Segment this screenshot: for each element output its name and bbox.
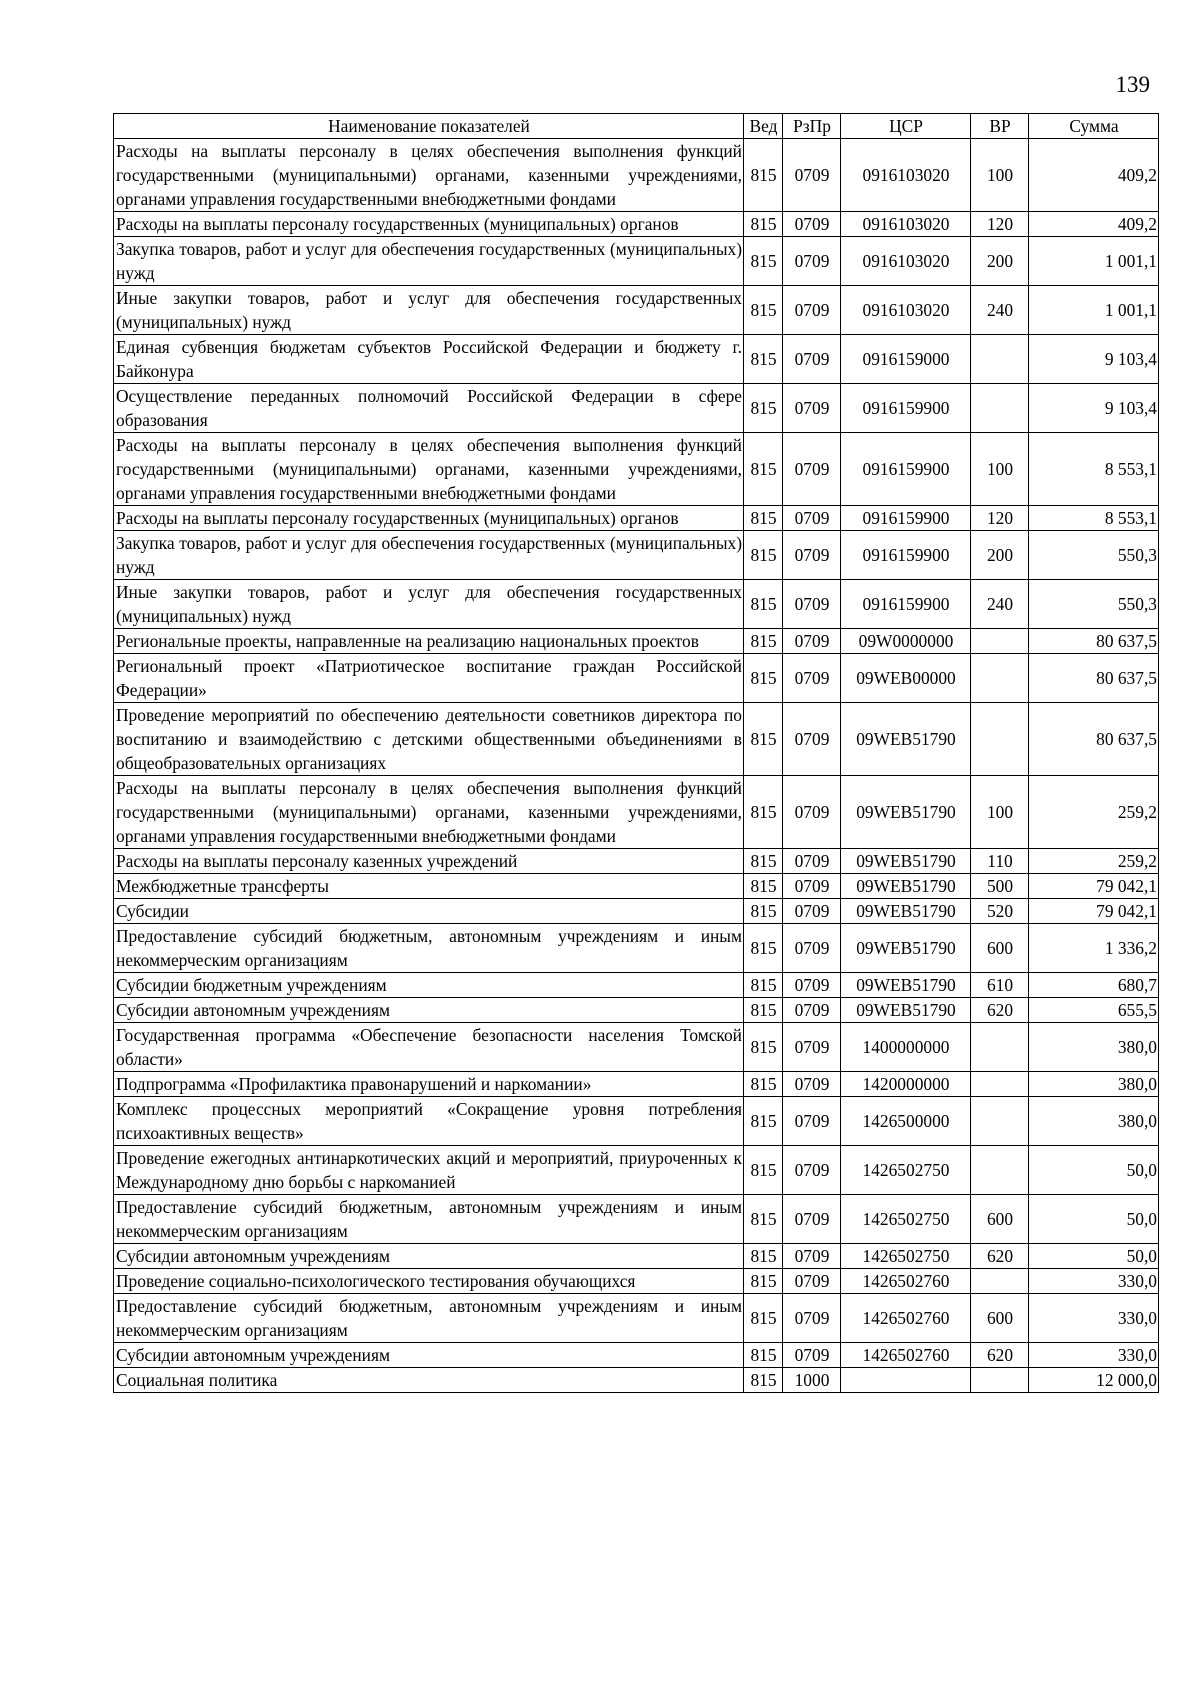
cell-vr: 500	[971, 874, 1029, 899]
budget-table	[113, 113, 1159, 1393]
cell-rzpr: 0709	[783, 286, 841, 335]
cell-ved: 815	[744, 212, 783, 237]
cell-vr	[971, 1072, 1029, 1097]
cell-ved: 815	[744, 286, 783, 335]
cell-sum: 9 103,4	[1029, 335, 1159, 384]
cell-vr: 100	[971, 776, 1029, 849]
table-row	[114, 212, 1159, 237]
table-row	[114, 335, 1159, 384]
cell-csr: 09WEB00000	[841, 654, 971, 703]
cell-name: Государственная программа «Обеспечение безопасности населения Томской области»	[114, 1023, 744, 1072]
cell-ved: 815	[744, 776, 783, 849]
table-row	[114, 1195, 1159, 1244]
cell-sum: 259,2	[1029, 776, 1159, 849]
cell-csr: 1400000000	[841, 1023, 971, 1072]
cell-rzpr: 0709	[783, 899, 841, 924]
cell-name: Субсидии	[114, 899, 744, 924]
cell-vr	[971, 335, 1029, 384]
cell-csr: 1420000000	[841, 1072, 971, 1097]
cell-sum: 50,0	[1029, 1244, 1159, 1269]
cell-sum: 1 336,2	[1029, 924, 1159, 973]
cell-ved: 815	[744, 998, 783, 1023]
cell-name: Иные закупки товаров, работ и услуг для обеспечения государственных (муниципальных) нужд	[114, 286, 744, 335]
cell-vr: 110	[971, 849, 1029, 874]
header-vr: ВР	[971, 114, 1029, 139]
cell-vr	[971, 1269, 1029, 1294]
cell-ved: 815	[744, 1023, 783, 1072]
cell-name: Социальная политика	[114, 1368, 744, 1393]
cell-name: Субсидии автономным учреждениям	[114, 1244, 744, 1269]
cell-csr: 0916103020	[841, 212, 971, 237]
cell-ved: 815	[744, 1072, 783, 1097]
cell-ved: 815	[744, 531, 783, 580]
cell-name: Подпрограмма «Профилактика правонарушений и наркомании»	[114, 1072, 744, 1097]
table-body	[114, 139, 1159, 1393]
cell-vr: 100	[971, 433, 1029, 506]
table-row	[114, 286, 1159, 335]
header-csr: ЦСР	[841, 114, 971, 139]
cell-csr: 1426502760	[841, 1343, 971, 1368]
cell-sum: 80 637,5	[1029, 654, 1159, 703]
table-row	[114, 1269, 1159, 1294]
table-row	[114, 874, 1159, 899]
cell-vr: 600	[971, 1294, 1029, 1343]
cell-vr: 620	[971, 1343, 1029, 1368]
cell-sum: 680,7	[1029, 973, 1159, 998]
cell-ved: 815	[744, 874, 783, 899]
cell-csr: 09WEB51790	[841, 998, 971, 1023]
cell-vr: 610	[971, 973, 1029, 998]
cell-sum: 380,0	[1029, 1072, 1159, 1097]
cell-rzpr: 0709	[783, 1072, 841, 1097]
cell-rzpr: 0709	[783, 1269, 841, 1294]
cell-vr: 120	[971, 506, 1029, 531]
cell-vr	[971, 1368, 1029, 1393]
table-row	[114, 1023, 1159, 1072]
cell-rzpr: 0709	[783, 1244, 841, 1269]
cell-sum: 550,3	[1029, 580, 1159, 629]
cell-name: Проведение социально-психологического тестирования обучающихся	[114, 1269, 744, 1294]
page-number: 139	[1115, 72, 1150, 97]
cell-name: Региональный проект «Патриотическое воспитание граждан Российской Федерации»	[114, 654, 744, 703]
cell-ved: 815	[744, 433, 783, 506]
cell-sum: 330,0	[1029, 1294, 1159, 1343]
cell-name: Иные закупки товаров, работ и услуг для обеспечения государственных (муниципальных) нужд	[114, 580, 744, 629]
table-header	[114, 114, 1159, 139]
cell-name: Расходы на выплаты персоналу в целях обеспечения выполнения функций государственными (муниципальными) органами, казенными учреждениями, органами управления государственными внебюджетными фондами	[114, 776, 744, 849]
cell-sum: 80 637,5	[1029, 629, 1159, 654]
cell-name: Единая субвенция бюджетам субъектов Российской Федерации и бюджету г. Байконура	[114, 335, 744, 384]
table-row	[114, 1244, 1159, 1269]
cell-rzpr: 0709	[783, 1343, 841, 1368]
cell-vr: 200	[971, 237, 1029, 286]
cell-vr: 620	[971, 998, 1029, 1023]
header-row	[114, 114, 1159, 139]
table-row	[114, 998, 1159, 1023]
cell-csr: 09WEB51790	[841, 899, 971, 924]
cell-csr: 0916159900	[841, 384, 971, 433]
cell-csr: 09W0000000	[841, 629, 971, 654]
cell-sum: 380,0	[1029, 1023, 1159, 1072]
cell-rzpr: 0709	[783, 237, 841, 286]
cell-rzpr: 0709	[783, 212, 841, 237]
cell-vr: 600	[971, 1195, 1029, 1244]
table-row	[114, 1294, 1159, 1343]
cell-csr: 0916103020	[841, 139, 971, 212]
header-sum: Сумма	[1029, 114, 1159, 139]
cell-rzpr: 0709	[783, 1146, 841, 1195]
cell-vr: 240	[971, 286, 1029, 335]
cell-name: Предоставление субсидий бюджетным, автономным учреждениям и иным некоммерческим организациям	[114, 1195, 744, 1244]
cell-rzpr: 0709	[783, 629, 841, 654]
cell-csr: 09WEB51790	[841, 973, 971, 998]
header-rzpr: РзПр	[783, 114, 841, 139]
cell-csr: 1426500000	[841, 1097, 971, 1146]
table-row	[114, 654, 1159, 703]
cell-rzpr: 0709	[783, 1294, 841, 1343]
cell-vr: 120	[971, 212, 1029, 237]
cell-csr: 09WEB51790	[841, 924, 971, 973]
table-row	[114, 776, 1159, 849]
cell-vr	[971, 384, 1029, 433]
table-row	[114, 924, 1159, 973]
cell-name: Расходы на выплаты персоналу государственных (муниципальных) органов	[114, 212, 744, 237]
table-row	[114, 384, 1159, 433]
table-row	[114, 849, 1159, 874]
cell-ved: 815	[744, 629, 783, 654]
cell-sum: 550,3	[1029, 531, 1159, 580]
table-row	[114, 629, 1159, 654]
cell-csr: 0916103020	[841, 286, 971, 335]
cell-name: Предоставление субсидий бюджетным, автономным учреждениям и иным некоммерческим организациям	[114, 924, 744, 973]
cell-rzpr: 1000	[783, 1368, 841, 1393]
cell-ved: 815	[744, 506, 783, 531]
cell-name: Предоставление субсидий бюджетным, автономным учреждениям и иным некоммерческим организациям	[114, 1294, 744, 1343]
cell-name: Региональные проекты, направленные на реализацию национальных проектов	[114, 629, 744, 654]
cell-sum: 330,0	[1029, 1269, 1159, 1294]
cell-rzpr: 0709	[783, 139, 841, 212]
cell-rzpr: 0709	[783, 335, 841, 384]
cell-name: Проведение мероприятий по обеспечению деятельности советников директора по воспитанию и взаимодействию с детскими общественными объединениями в общеобразовательных организациях	[114, 703, 744, 776]
table-row	[114, 433, 1159, 506]
cell-csr: 09WEB51790	[841, 703, 971, 776]
cell-vr: 620	[971, 1244, 1029, 1269]
cell-ved: 815	[744, 139, 783, 212]
cell-rzpr: 0709	[783, 531, 841, 580]
cell-ved: 815	[744, 849, 783, 874]
cell-ved: 815	[744, 654, 783, 703]
cell-vr: 520	[971, 899, 1029, 924]
cell-ved: 815	[744, 335, 783, 384]
cell-rzpr: 0709	[783, 924, 841, 973]
cell-csr: 0916159900	[841, 433, 971, 506]
cell-ved: 815	[744, 1368, 783, 1393]
cell-ved: 815	[744, 1195, 783, 1244]
cell-ved: 815	[744, 703, 783, 776]
cell-vr: 200	[971, 531, 1029, 580]
cell-sum: 409,2	[1029, 139, 1159, 212]
cell-rzpr: 0709	[783, 433, 841, 506]
cell-rzpr: 0709	[783, 703, 841, 776]
cell-name: Проведение ежегодных антинаркотических акций и мероприятий, приуроченных к Международному дню борьбы с наркоманией	[114, 1146, 744, 1195]
cell-csr: 0916159900	[841, 531, 971, 580]
table-row	[114, 973, 1159, 998]
cell-vr	[971, 629, 1029, 654]
cell-rzpr: 0709	[783, 580, 841, 629]
cell-vr: 240	[971, 580, 1029, 629]
cell-name: Расходы на выплаты персоналу в целях обеспечения выполнения функций государственными (муниципальными) органами, казенными учреждениями, органами управления государственными внебюджетными фондами	[114, 433, 744, 506]
cell-name: Комплекс процессных мероприятий «Сокращение уровня потребления психоактивных веществ»	[114, 1097, 744, 1146]
table-row	[114, 1368, 1159, 1393]
cell-ved: 815	[744, 1269, 783, 1294]
cell-sum: 79 042,1	[1029, 874, 1159, 899]
cell-csr: 0916103020	[841, 237, 971, 286]
cell-csr: 09WEB51790	[841, 874, 971, 899]
table-row	[114, 703, 1159, 776]
cell-ved: 815	[744, 1097, 783, 1146]
cell-ved: 815	[744, 580, 783, 629]
cell-name: Осуществление переданных полномочий Российской Федерации в сфере образования	[114, 384, 744, 433]
cell-name: Закупка товаров, работ и услуг для обеспечения государственных (муниципальных) нужд	[114, 531, 744, 580]
cell-name: Расходы на выплаты персоналу в целях обеспечения выполнения функций государственными (муниципальными) органами, казенными учреждениями, органами управления государственными внебюджетными фондами	[114, 139, 744, 212]
cell-vr	[971, 703, 1029, 776]
cell-rzpr: 0709	[783, 973, 841, 998]
cell-rzpr: 0709	[783, 776, 841, 849]
cell-ved: 815	[744, 1244, 783, 1269]
cell-rzpr: 0709	[783, 874, 841, 899]
table-row	[114, 139, 1159, 212]
cell-vr	[971, 654, 1029, 703]
cell-sum: 1 001,1	[1029, 286, 1159, 335]
cell-sum: 409,2	[1029, 212, 1159, 237]
cell-csr: 1426502760	[841, 1269, 971, 1294]
cell-sum: 50,0	[1029, 1195, 1159, 1244]
cell-name: Субсидии автономным учреждениям	[114, 998, 744, 1023]
cell-rzpr: 0709	[783, 654, 841, 703]
cell-vr: 100	[971, 139, 1029, 212]
cell-name: Субсидии бюджетным учреждениям	[114, 973, 744, 998]
cell-csr: 1426502750	[841, 1244, 971, 1269]
cell-ved: 815	[744, 237, 783, 286]
cell-ved: 815	[744, 1146, 783, 1195]
cell-csr: 1426502750	[841, 1195, 971, 1244]
cell-rzpr: 0709	[783, 998, 841, 1023]
cell-name: Субсидии автономным учреждениям	[114, 1343, 744, 1368]
cell-rzpr: 0709	[783, 849, 841, 874]
table-row	[114, 237, 1159, 286]
cell-name: Расходы на выплаты персоналу государственных (муниципальных) органов	[114, 506, 744, 531]
cell-rzpr: 0709	[783, 506, 841, 531]
cell-vr	[971, 1023, 1029, 1072]
cell-name: Расходы на выплаты персоналу казенных учреждений	[114, 849, 744, 874]
cell-sum: 50,0	[1029, 1146, 1159, 1195]
cell-name: Межбюджетные трансферты	[114, 874, 744, 899]
cell-rzpr: 0709	[783, 384, 841, 433]
cell-ved: 815	[744, 384, 783, 433]
header-ved: Вед	[744, 114, 783, 139]
cell-sum: 8 553,1	[1029, 506, 1159, 531]
cell-sum: 8 553,1	[1029, 433, 1159, 506]
cell-csr: 0916159900	[841, 580, 971, 629]
cell-csr: 0916159000	[841, 335, 971, 384]
cell-csr	[841, 1368, 971, 1393]
table-row	[114, 1072, 1159, 1097]
cell-csr: 1426502750	[841, 1146, 971, 1195]
table-row	[114, 899, 1159, 924]
header-name: Наименование показателей	[114, 114, 744, 139]
table-row	[114, 531, 1159, 580]
cell-rzpr: 0709	[783, 1195, 841, 1244]
cell-csr: 1426502760	[841, 1294, 971, 1343]
cell-ved: 815	[744, 1294, 783, 1343]
cell-csr: 09WEB51790	[841, 776, 971, 849]
cell-ved: 815	[744, 899, 783, 924]
table-row	[114, 506, 1159, 531]
table-row	[114, 1097, 1159, 1146]
cell-vr	[971, 1146, 1029, 1195]
cell-csr: 0916159900	[841, 506, 971, 531]
cell-rzpr: 0709	[783, 1097, 841, 1146]
cell-name: Закупка товаров, работ и услуг для обеспечения государственных (муниципальных) нужд	[114, 237, 744, 286]
cell-vr	[971, 1097, 1029, 1146]
table-row	[114, 580, 1159, 629]
table-row	[114, 1146, 1159, 1195]
cell-sum: 79 042,1	[1029, 899, 1159, 924]
cell-vr: 600	[971, 924, 1029, 973]
cell-sum: 9 103,4	[1029, 384, 1159, 433]
cell-ved: 815	[744, 924, 783, 973]
cell-sum: 1 001,1	[1029, 237, 1159, 286]
cell-sum: 80 637,5	[1029, 703, 1159, 776]
cell-sum: 259,2	[1029, 849, 1159, 874]
cell-sum: 655,5	[1029, 998, 1159, 1023]
cell-rzpr: 0709	[783, 1023, 841, 1072]
cell-ved: 815	[744, 973, 783, 998]
table-row	[114, 1343, 1159, 1368]
cell-sum: 12 000,0	[1029, 1368, 1159, 1393]
cell-sum: 380,0	[1029, 1097, 1159, 1146]
cell-csr: 09WEB51790	[841, 849, 971, 874]
cell-ved: 815	[744, 1343, 783, 1368]
cell-sum: 330,0	[1029, 1343, 1159, 1368]
